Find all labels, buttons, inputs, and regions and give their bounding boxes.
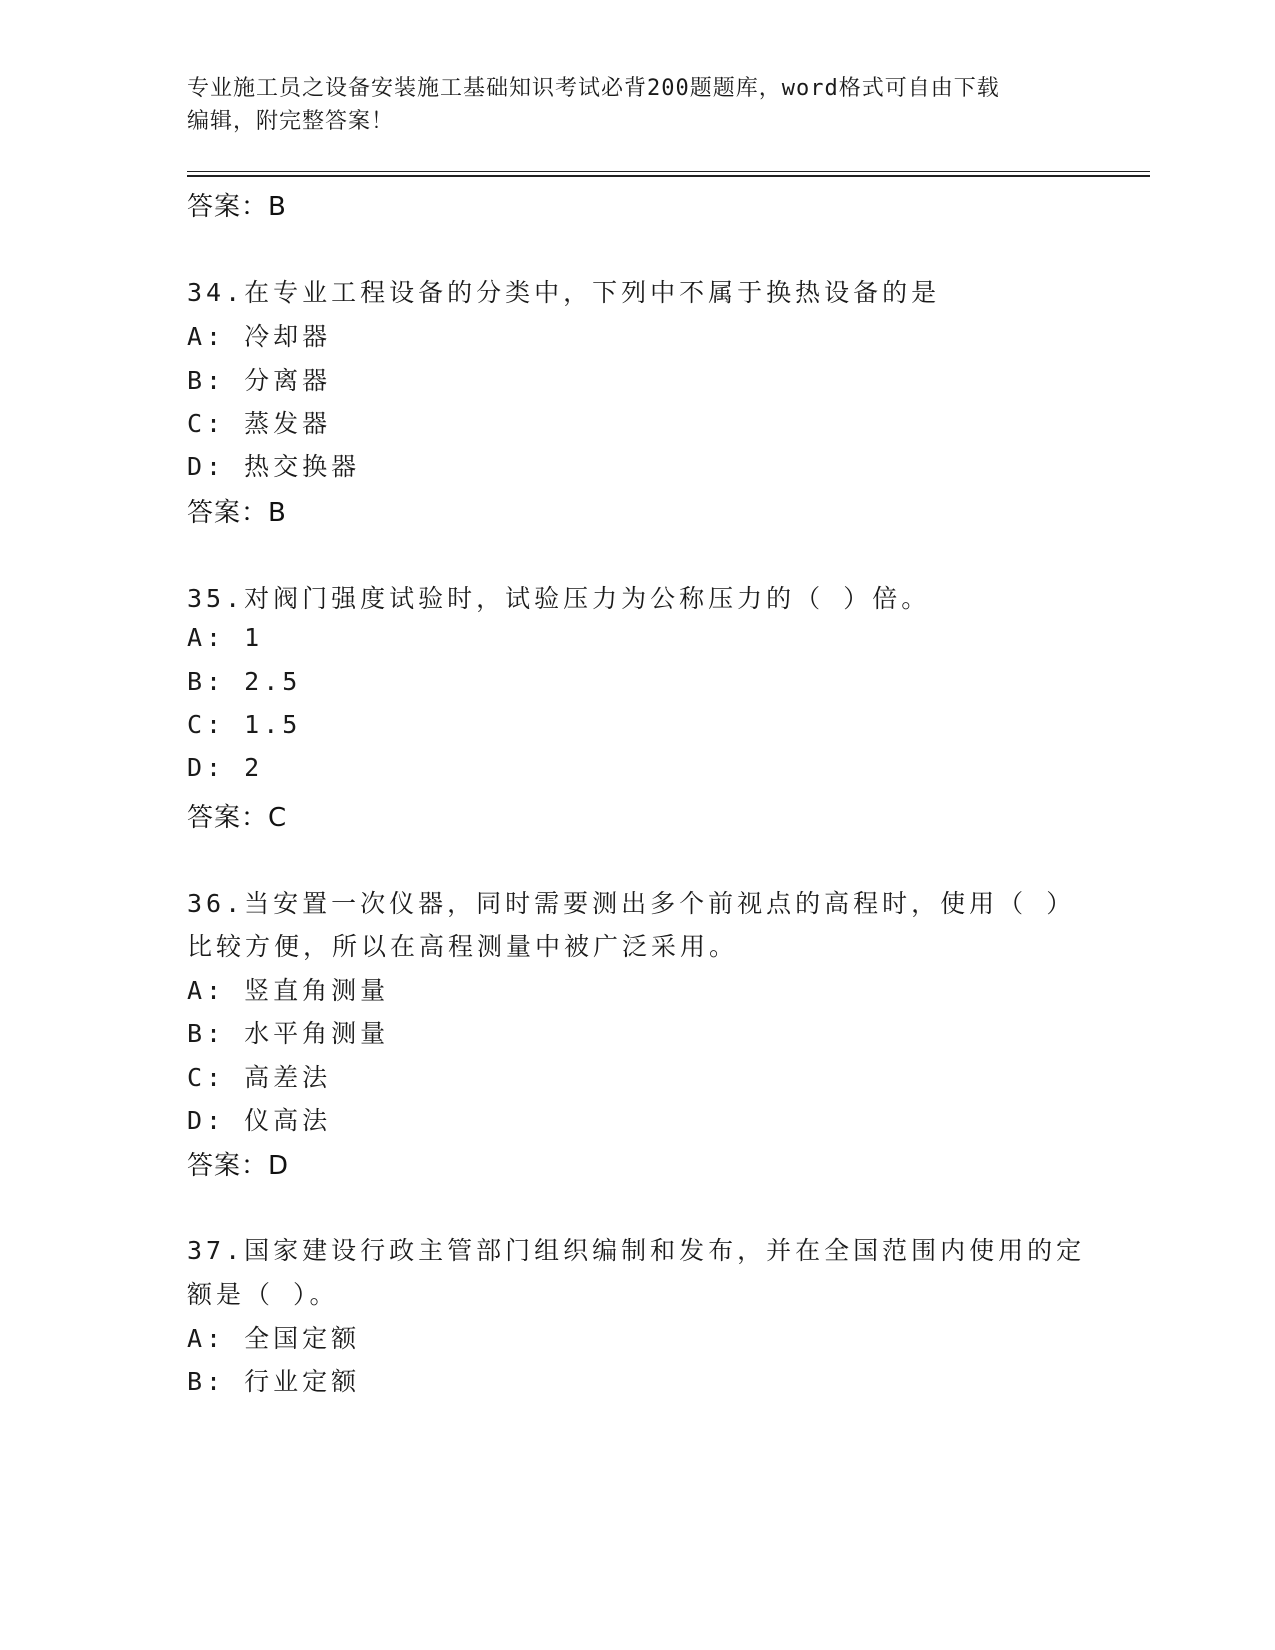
option-d: D: 热交换器	[187, 452, 361, 481]
option-a: A: 竖直角测量	[187, 976, 390, 1005]
question-stem: 35.对阀门强度试验时，试验压力为公称压力的（ ）倍。	[187, 584, 931, 613]
answer-line: 答案：B	[187, 192, 287, 222]
option-b: B: 2.5	[187, 667, 302, 696]
option-c: C: 高差法	[187, 1063, 332, 1092]
header-line-1: 专业施工员之设备安装施工基础知识考试必背200题题库，word格式可自由下载	[187, 76, 1000, 101]
question-stem-continued: 额是（ ）。	[187, 1280, 339, 1309]
header-line-2: 编辑，附完整答案！	[187, 109, 395, 134]
option-d: D: 仪高法	[187, 1106, 332, 1135]
option-a: A: 全国定额	[187, 1324, 361, 1353]
answer-line: 答案：B	[187, 498, 287, 528]
header-divider-thick	[187, 175, 1150, 177]
option-b: B: 行业定额	[187, 1367, 361, 1396]
document-header	[187, 72, 1067, 138]
question-stem: 37.国家建设行政主管部门组织编制和发布，并在全国范围内使用的定	[187, 1236, 1086, 1265]
question-stem: 34.在专业工程设备的分类中，下列中不属于换热设备的是	[187, 278, 941, 307]
answer-line: 答案：D	[187, 1151, 290, 1181]
option-c: C: 1.5	[187, 710, 302, 739]
option-b: B: 水平角测量	[187, 1019, 390, 1048]
question-stem: 36.当安置一次仪器，同时需要测出多个前视点的高程时，使用（ ）	[187, 889, 1076, 918]
answer-line: 答案：C	[187, 803, 288, 833]
option-a: A: 冷却器	[187, 322, 332, 351]
option-c: C: 蒸发器	[187, 409, 332, 438]
question-stem-continued: 比较方便，所以在高程测量中被广泛采用。	[187, 932, 739, 961]
option-b: B: 分离器	[187, 366, 332, 395]
header-divider-thin	[187, 171, 1150, 172]
option-d: D: 2	[187, 753, 264, 782]
option-a: A: 1	[187, 623, 264, 652]
